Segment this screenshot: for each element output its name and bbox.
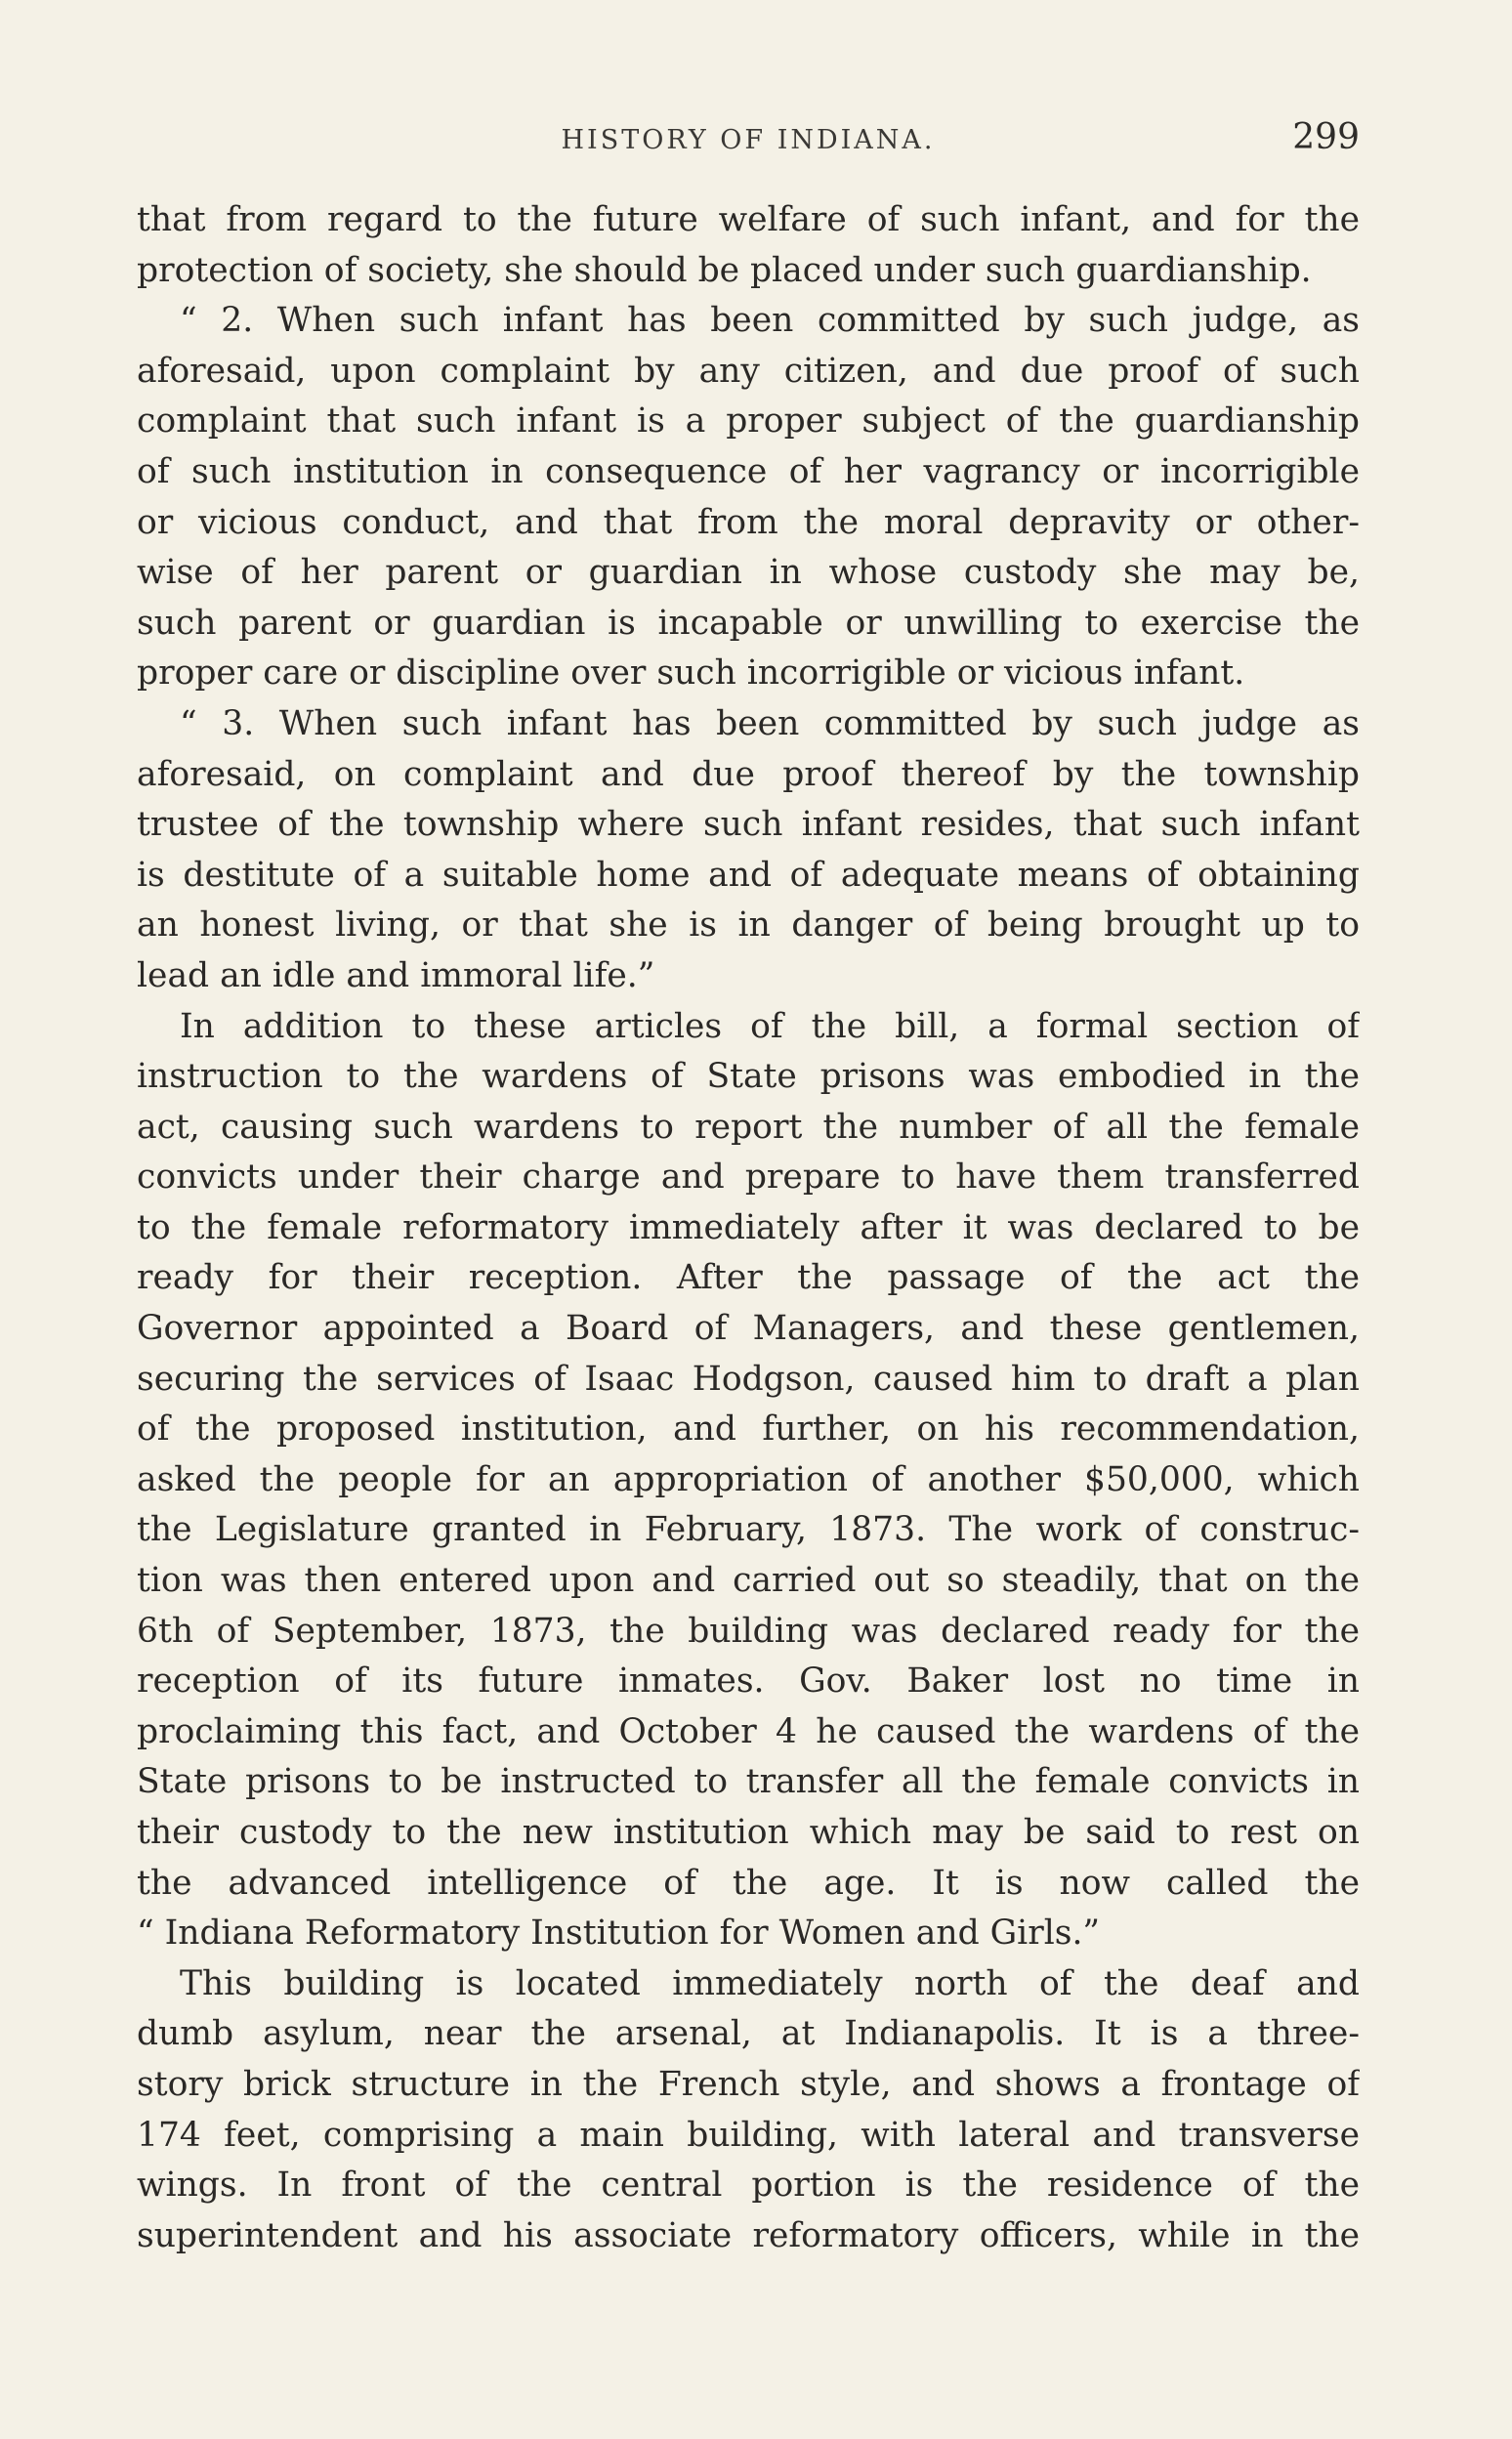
text-line: 6th of September, 1873, the building was declared ready for the bbox=[137, 1611, 1360, 1651]
text-line: aforesaid, upon complaint by any citizen, and due proof of such bbox=[137, 351, 1360, 391]
text-line: asked the people for an appropriation of another $50,000, which bbox=[137, 1459, 1360, 1499]
text-line: their custody to the new institution which may be said to rest on bbox=[137, 1813, 1360, 1852]
text-line: superintendent and his associate reformatory officers, while in the bbox=[137, 2215, 1360, 2255]
text-line: story brick structure in the French style, and shows a frontage of bbox=[137, 2064, 1360, 2104]
text-line: the Legislature granted in February, 1873. The work of construc- bbox=[137, 1510, 1360, 1550]
text-line: In addition to these articles of the bill, a formal section of bbox=[180, 1006, 1360, 1046]
text-line: tion was then entered upon and carried out so steadily, that on the bbox=[137, 1561, 1360, 1601]
text-line: wings. In front of the central portion is the residence of the bbox=[137, 2166, 1360, 2206]
text-line: “ 3. When such infant has been committed by such judge as bbox=[180, 703, 1360, 743]
text-line: State prisons to be instructed to transfer all the female convicts in bbox=[137, 1762, 1360, 1802]
text-line: that from regard to the future welfare of such infant, and for the bbox=[137, 200, 1360, 239]
text-line: securing the services of Isaac Hodgson, caused him to draft a plan bbox=[137, 1359, 1360, 1399]
text-line: 174 feet, comprising a main building, with lateral and transverse bbox=[137, 2115, 1360, 2155]
text-line: wise of her parent or guardian in whose custody she may be, bbox=[137, 553, 1360, 593]
text-line: of the proposed institution, and further, on his recommendation, bbox=[137, 1409, 1360, 1450]
text-line: “ Indiana Reformatory Institution for Women and Girls.” bbox=[137, 1913, 1101, 1954]
text-line: Governor appointed a Board of Managers, and these gentlemen, bbox=[137, 1309, 1360, 1349]
text-line: of such institution in consequence of her vagrancy or incorrigible bbox=[137, 451, 1360, 491]
text-line: protection of society, she should be placed under such guardianship. bbox=[137, 250, 1312, 290]
text-line: such parent or guardian is incapable or unwilling to exercise the bbox=[137, 603, 1360, 643]
running-head: HISTORY OF INDIANA. bbox=[561, 125, 936, 155]
text-line: lead an idle and immoral life.” bbox=[137, 955, 655, 995]
text-line: This building is located immediately north of the deaf and bbox=[180, 1963, 1360, 2003]
text-line: complaint that such infant is a proper subject of the guardianship bbox=[137, 401, 1360, 442]
text-line: dumb asylum, near the arsenal, at Indianapolis. It is a three- bbox=[137, 2014, 1360, 2054]
text-line: reception of its future inmates. Gov. Baker lost no time in bbox=[137, 1661, 1360, 1702]
page-number: 299 bbox=[1292, 117, 1360, 157]
text-line: proclaiming this fact, and October 4 he caused the wardens of the bbox=[137, 1711, 1360, 1751]
text-line: act, causing such wardens to report the number of all the female bbox=[137, 1107, 1360, 1147]
text-line: the advanced intelligence of the age. It is now called the bbox=[137, 1863, 1360, 1903]
text-line: to the female reformatory immediately after it was declared to be bbox=[137, 1207, 1360, 1247]
text-line: is destitute of a suitable home and of adequate means of obtaining bbox=[137, 855, 1360, 895]
text-line: trustee of the township where such infant resides, that such infant bbox=[137, 805, 1360, 845]
text-line: instruction to the wardens of State prisons was embodied in the bbox=[137, 1057, 1360, 1097]
text-line: convicts under their charge and prepare to have them transferred bbox=[137, 1157, 1360, 1198]
text-line: “ 2. When such infant has been committed by such judge, as bbox=[180, 301, 1360, 341]
page-header bbox=[137, 117, 1360, 166]
text-line: or vicious conduct, and that from the moral depravity or other- bbox=[137, 502, 1360, 542]
text-line: ready for their reception. After the passage of the act the bbox=[137, 1258, 1360, 1298]
text-line: aforesaid, on complaint and due proof thereof by the township bbox=[137, 754, 1360, 794]
text-line: an honest living, or that she is in danger of being brought up to bbox=[137, 905, 1360, 946]
body-text bbox=[137, 195, 1360, 2261]
text-line: proper care or discipline over such incorrigible or vicious infant. bbox=[137, 653, 1245, 694]
